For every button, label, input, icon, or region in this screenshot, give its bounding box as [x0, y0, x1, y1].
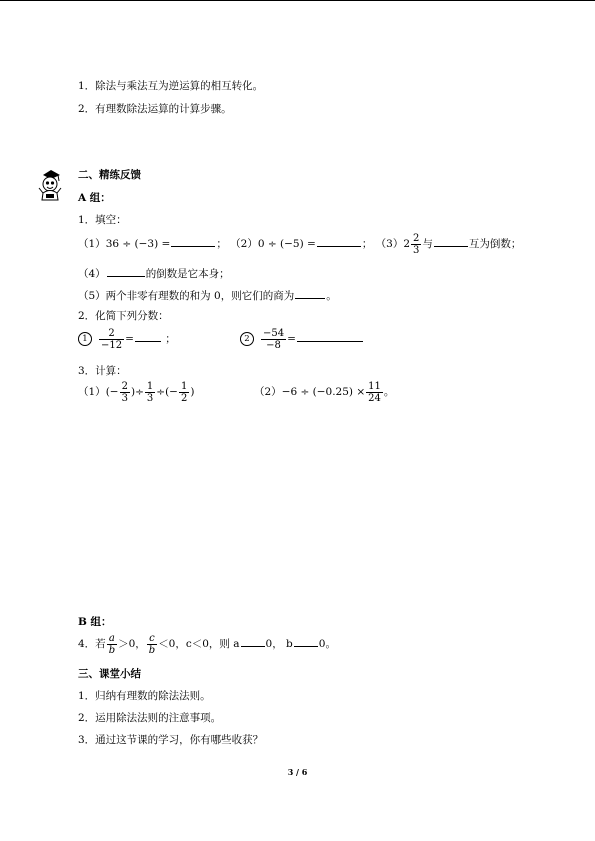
fraction-numerator: 11 — [368, 380, 381, 392]
q3-p1-label: （1） — [78, 386, 106, 398]
student-mascot-icon — [34, 166, 68, 202]
q4-end: 0。 — [318, 638, 336, 650]
section3-title: 三、课堂小结 — [78, 668, 141, 680]
q1-p3-label: （3） — [375, 238, 404, 250]
summary-item-3: 3．通过这节课的学习，你有哪些收获？ — [78, 734, 264, 746]
q1-p1-end: ； — [216, 238, 227, 250]
q3-p1-open-2: (− — [165, 386, 178, 398]
fraction-numerator: 2 — [413, 232, 420, 244]
q2-label: 2．化简下列分数： — [78, 310, 169, 322]
fraction-denominator: b — [108, 644, 116, 656]
q4-row — [78, 632, 336, 658]
q1-p3-whole: 2 — [403, 238, 411, 250]
fraction-numerator: a — [108, 632, 115, 644]
q4-answer-blank-a[interactable] — [241, 635, 265, 647]
q1-row1 — [78, 232, 521, 258]
q1-p4-answer-blank[interactable] — [107, 265, 145, 277]
q1-p3-answer-blank[interactable] — [434, 235, 468, 247]
q1-p5-text: （5）两个非零有理数的和为 0，则它们的商为 — [78, 290, 295, 302]
fraction-denominator: 3 — [121, 392, 128, 404]
fraction-denominator: b — [148, 644, 156, 656]
header-rule — [0, 0, 595, 1]
fraction-denominator: 24 — [368, 392, 381, 404]
q2-fraction-1 — [99, 328, 124, 351]
q1-row5 — [78, 287, 337, 303]
q4-label: 4．若 — [78, 638, 106, 650]
q3-p2-label: （2） — [254, 386, 282, 398]
group-a-label: A 组： — [78, 192, 111, 204]
q2-answer-blank-2[interactable] — [297, 330, 363, 342]
fraction-numerator: 2 — [108, 327, 115, 339]
q2-answer-blank-1[interactable] — [135, 330, 161, 342]
q4-gt: ＞0， — [118, 638, 146, 650]
q2-part1 — [78, 327, 176, 353]
fraction-denominator: −12 — [101, 339, 123, 351]
q1-p4-label: （4） — [78, 268, 106, 280]
fraction-numerator: 1 — [146, 380, 154, 392]
q1-p2-answer-blank[interactable] — [317, 235, 361, 247]
q4-lt: ＜0，c＜0，则 a — [158, 638, 240, 650]
fraction-denominator: 2 — [180, 392, 188, 404]
q3-part1 — [78, 380, 194, 406]
q1-p1-expr: 36 ÷ (−3) = — [105, 238, 171, 250]
q3-p1-open: (− — [105, 386, 119, 398]
q2-end-1: ； — [165, 333, 176, 345]
q1-p4-end: 的倒数是它本身； — [145, 268, 230, 280]
q3-p1-div-1: ÷ — [135, 386, 144, 398]
fraction-denominator: −8 — [261, 339, 286, 351]
q3-p1-close-1: ) — [130, 386, 136, 398]
q3-p1-fraction-1 — [120, 381, 130, 404]
q1-p2-expr: 0 ÷ (−5) = — [257, 238, 316, 250]
q3-p2-expr: −6 ÷ (−0.25) × — [281, 386, 366, 398]
q4-fraction-c-over-b — [147, 633, 157, 656]
fraction-numerator: −54 — [263, 327, 285, 339]
q2-eq-1: = — [125, 333, 134, 345]
q1-p3-end: 互为倒数； — [468, 238, 522, 250]
q2-eq-2: = — [287, 333, 296, 345]
goal-item-2: 2．有理数除法运算的计算步骤。 — [78, 103, 232, 115]
q3-p2-end: 。 — [383, 386, 395, 398]
q1-p2-label: （2） — [230, 238, 258, 250]
fraction-denominator: 3 — [413, 244, 420, 256]
q1-p5-answer-blank[interactable] — [295, 287, 325, 299]
circled-number-1: 1 — [78, 332, 92, 346]
q1-p2-end: ； — [361, 238, 373, 250]
q1-p1-answer-blank[interactable] — [171, 235, 215, 247]
goal-item-1: 1．除法与乘法互为逆运算的相互转化。 — [78, 80, 264, 92]
summary-item-1: 1．归纳有理数的除法法则。 — [78, 690, 211, 702]
q1-p5-end: 。 — [326, 290, 337, 302]
fraction-denominator: 3 — [146, 392, 154, 404]
fraction-numerator: 2 — [121, 380, 128, 392]
group-b-label: B 组： — [78, 616, 112, 628]
q4-mid: 0， b — [265, 638, 293, 650]
q1-p1-label: （1） — [78, 238, 106, 250]
q3-p1-div-2: ÷ — [156, 386, 166, 398]
q2-fraction-2 — [261, 328, 286, 351]
fraction-numerator: c — [149, 632, 155, 644]
q3-p1-fraction-2 — [145, 381, 155, 404]
circled-number-2: 2 — [240, 332, 254, 346]
q3-p2-fraction — [366, 381, 383, 404]
q1-label: 1．填空： — [78, 214, 127, 226]
q3-p1-fraction-3 — [179, 381, 189, 404]
q1-p3-fraction — [411, 233, 421, 256]
summary-item-2: 2．运用除法法则的注意事项。 — [78, 712, 222, 724]
q3-p1-close-2: ) — [190, 386, 195, 398]
q1-row4 — [78, 265, 230, 281]
q4-answer-blank-b[interactable] — [294, 635, 318, 647]
q2-part2 — [240, 327, 364, 353]
q4-fraction-a-over-b — [107, 633, 117, 656]
fraction-numerator: 1 — [180, 380, 188, 392]
q3-part2 — [254, 380, 394, 406]
q1-p3-mid: 与 — [422, 238, 433, 250]
q3-label: 3．计算： — [78, 365, 127, 377]
section2-title: 二、精练反馈 — [78, 169, 141, 181]
page-number: 3 / 6 — [287, 767, 308, 777]
